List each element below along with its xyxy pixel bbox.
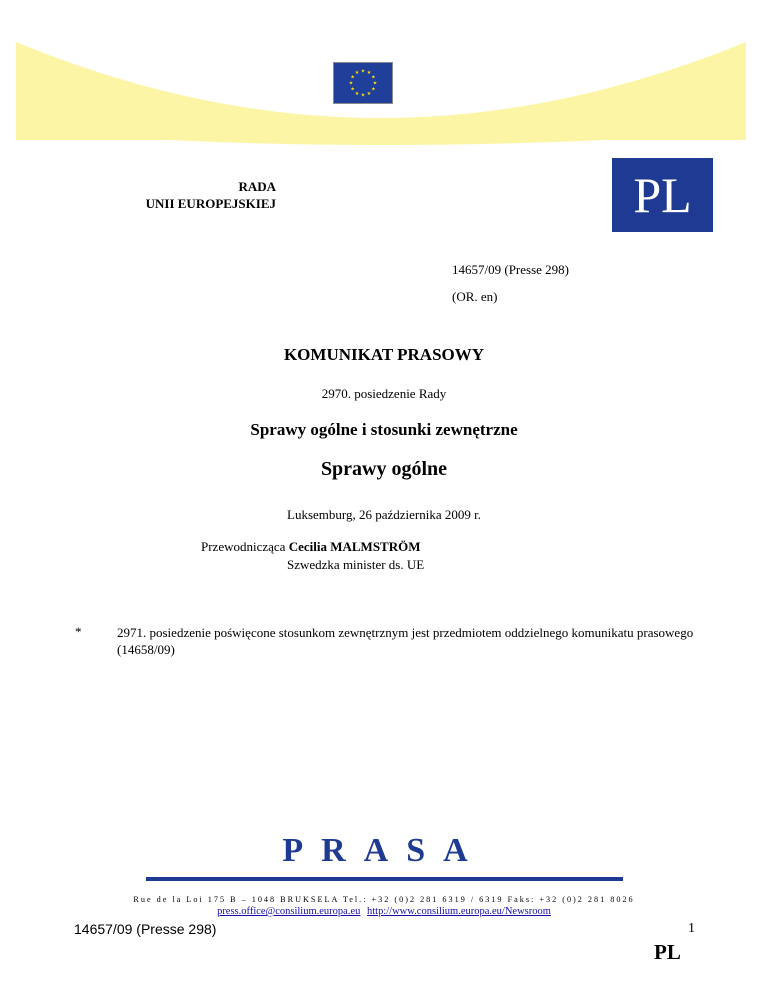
page-number: 1 — [688, 921, 695, 936]
president-prefix: Przewodnicząca — [201, 539, 286, 554]
newsroom-link[interactable]: http://www.consilium.europa.eu/Newsroom — [367, 906, 551, 917]
place-date: Luksemburg, 26 października 2009 r. — [287, 507, 481, 522]
president-role: Szwedzka minister ds. UE — [287, 557, 425, 572]
flag-star-icon: ★ — [366, 91, 372, 97]
flag-star-icon: ★ — [360, 69, 366, 75]
flag-star-icon: ★ — [372, 81, 378, 87]
press-email-link[interactable]: press.office@consilium.europa.eu — [217, 906, 361, 917]
meeting-number: 2970. posiedzenie Rady — [321, 386, 447, 401]
flag-star-icon: ★ — [371, 75, 376, 81]
footer-reference: 14657/09 (Presse 298) — [74, 921, 217, 937]
flag-star-icon: ★ — [371, 87, 376, 93]
president-line — [201, 539, 421, 555]
council-name — [118, 178, 276, 212]
flag-star-icon: ★ — [350, 87, 355, 93]
flag-star-icon: ★ — [366, 71, 372, 77]
flag-star-icon: ★ — [360, 93, 366, 99]
council-line-1: RADA — [238, 179, 276, 194]
language-badge: PL — [612, 158, 713, 232]
press-divider — [146, 877, 623, 881]
note-marker: * — [75, 624, 82, 639]
press-heading: PRASA — [282, 832, 486, 869]
flag-star-icon: ★ — [348, 81, 354, 87]
reference-number: 14657/09 (Presse 298) — [452, 262, 569, 277]
flag-star-icon: ★ — [354, 71, 360, 77]
original-language: (OR. en) — [452, 289, 498, 304]
council-configuration: Sprawy ogólne i stosunki zewnętrzne — [250, 420, 518, 439]
footer-language-code: PL — [654, 940, 681, 964]
president-name: Cecilia MALMSTRÖM — [288, 539, 421, 554]
contact-links — [0, 906, 768, 917]
page-title: KOMUNIKAT PRASOWY — [283, 345, 485, 364]
note-text: 2971. posiedzenie poświęcone stosunkom zewnętrznym jest przedmiotem oddzielnego komunikatu prasowego (14658/09) — [117, 625, 694, 657]
council-line-2: UNII EUROPEJSKIEJ — [145, 196, 276, 211]
eu-flag-icon — [333, 62, 393, 104]
contact-address: Rue de la Loi 175 B – 1048 BRUKSELA Tel.: +32 (0)2 281 6319 / 6319 Faks: +32 (0)2 281 8026 — [133, 895, 635, 904]
flag-star-icon: ★ — [350, 75, 355, 81]
sub-configuration: Sprawy ogólne — [320, 458, 448, 480]
flag-star-icon: ★ — [354, 91, 360, 97]
